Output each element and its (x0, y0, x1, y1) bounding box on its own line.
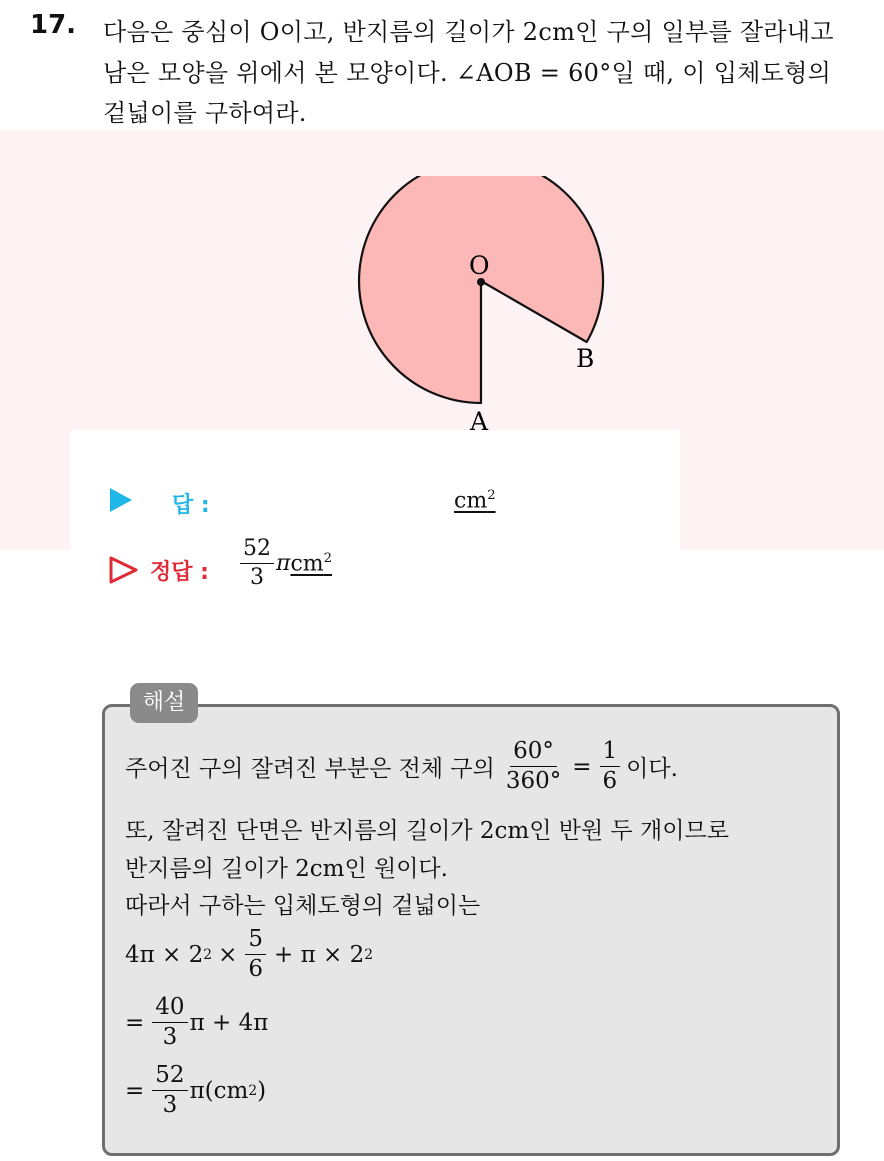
solution-fraction-one-sixth: $\frac{1}{6}$ (600, 740, 621, 793)
answer-unit: $cm^2$ (454, 488, 496, 514)
question-line-3: 겉넓이를 구하여라. (103, 99, 307, 127)
solution-line-2: 또, 잘려진 단면은 반지름의 길이가 2cm인 반원 두 개이므로 (125, 818, 729, 844)
solution-expression-1: 4π × 2 2 × $\frac{5}{6}$ + π × 2 2 (125, 926, 373, 982)
point-b-label: B (576, 344, 595, 373)
solution-line-4: 따라서 구하는 입체도형의 겉넓이는 (125, 893, 481, 919)
question-number: 17. (30, 10, 77, 40)
solution-fraction-forty-thirds: $\frac{40}{3}$ (152, 996, 187, 1049)
solution-expression-2: = $\frac{40}{3}$ π + 4π (125, 994, 269, 1050)
correct-answer-label: 정답 : (150, 560, 209, 585)
center-label-o: O (469, 251, 490, 280)
sphere-top-view-figure (350, 176, 614, 446)
solution-line-3: 반지름의 길이가 2cm인 원이다. (125, 856, 448, 882)
solution-fraction-result: $\frac{52}{3}$ (152, 1064, 187, 1117)
correct-answer-fraction: $\frac{52}{3}$ (240, 538, 274, 589)
answer-label: 답 : (172, 493, 210, 518)
correct-answer-value: $\frac{52}{3}$ π $cm^2$ (238, 538, 332, 589)
solution-tab: 해설 (130, 683, 198, 723)
question-line-1: 다음은 중심이 O이고, 반지름의 길이가 2cm인 구의 일부를 잘라내고 (103, 18, 834, 46)
solution-line-1: 주어진 구의 잘려진 부분은 전체 구의 $\frac{60^\circ}{360^\circ}$ = $\frac{1}{6}$ 이다. (125, 738, 678, 794)
question-line-2: 남은 모양을 위에서 본 모양이다. ∠AOB = 60°일 때, 이 입체도형의 (103, 59, 832, 87)
cut-sphere-shape (359, 176, 603, 403)
solution-expression-3: = $\frac{52}{3}$ π(cm 2 ) (125, 1062, 267, 1118)
point-a-label: A (470, 407, 489, 436)
answer-arrow-icon (110, 488, 132, 512)
solution-fraction-angle: $\frac{60^\circ}{360^\circ}$ (505, 738, 562, 794)
correct-arrow-icon (109, 556, 139, 584)
solution-fraction-five-sixths: $\frac{5}{6}$ (245, 928, 266, 981)
